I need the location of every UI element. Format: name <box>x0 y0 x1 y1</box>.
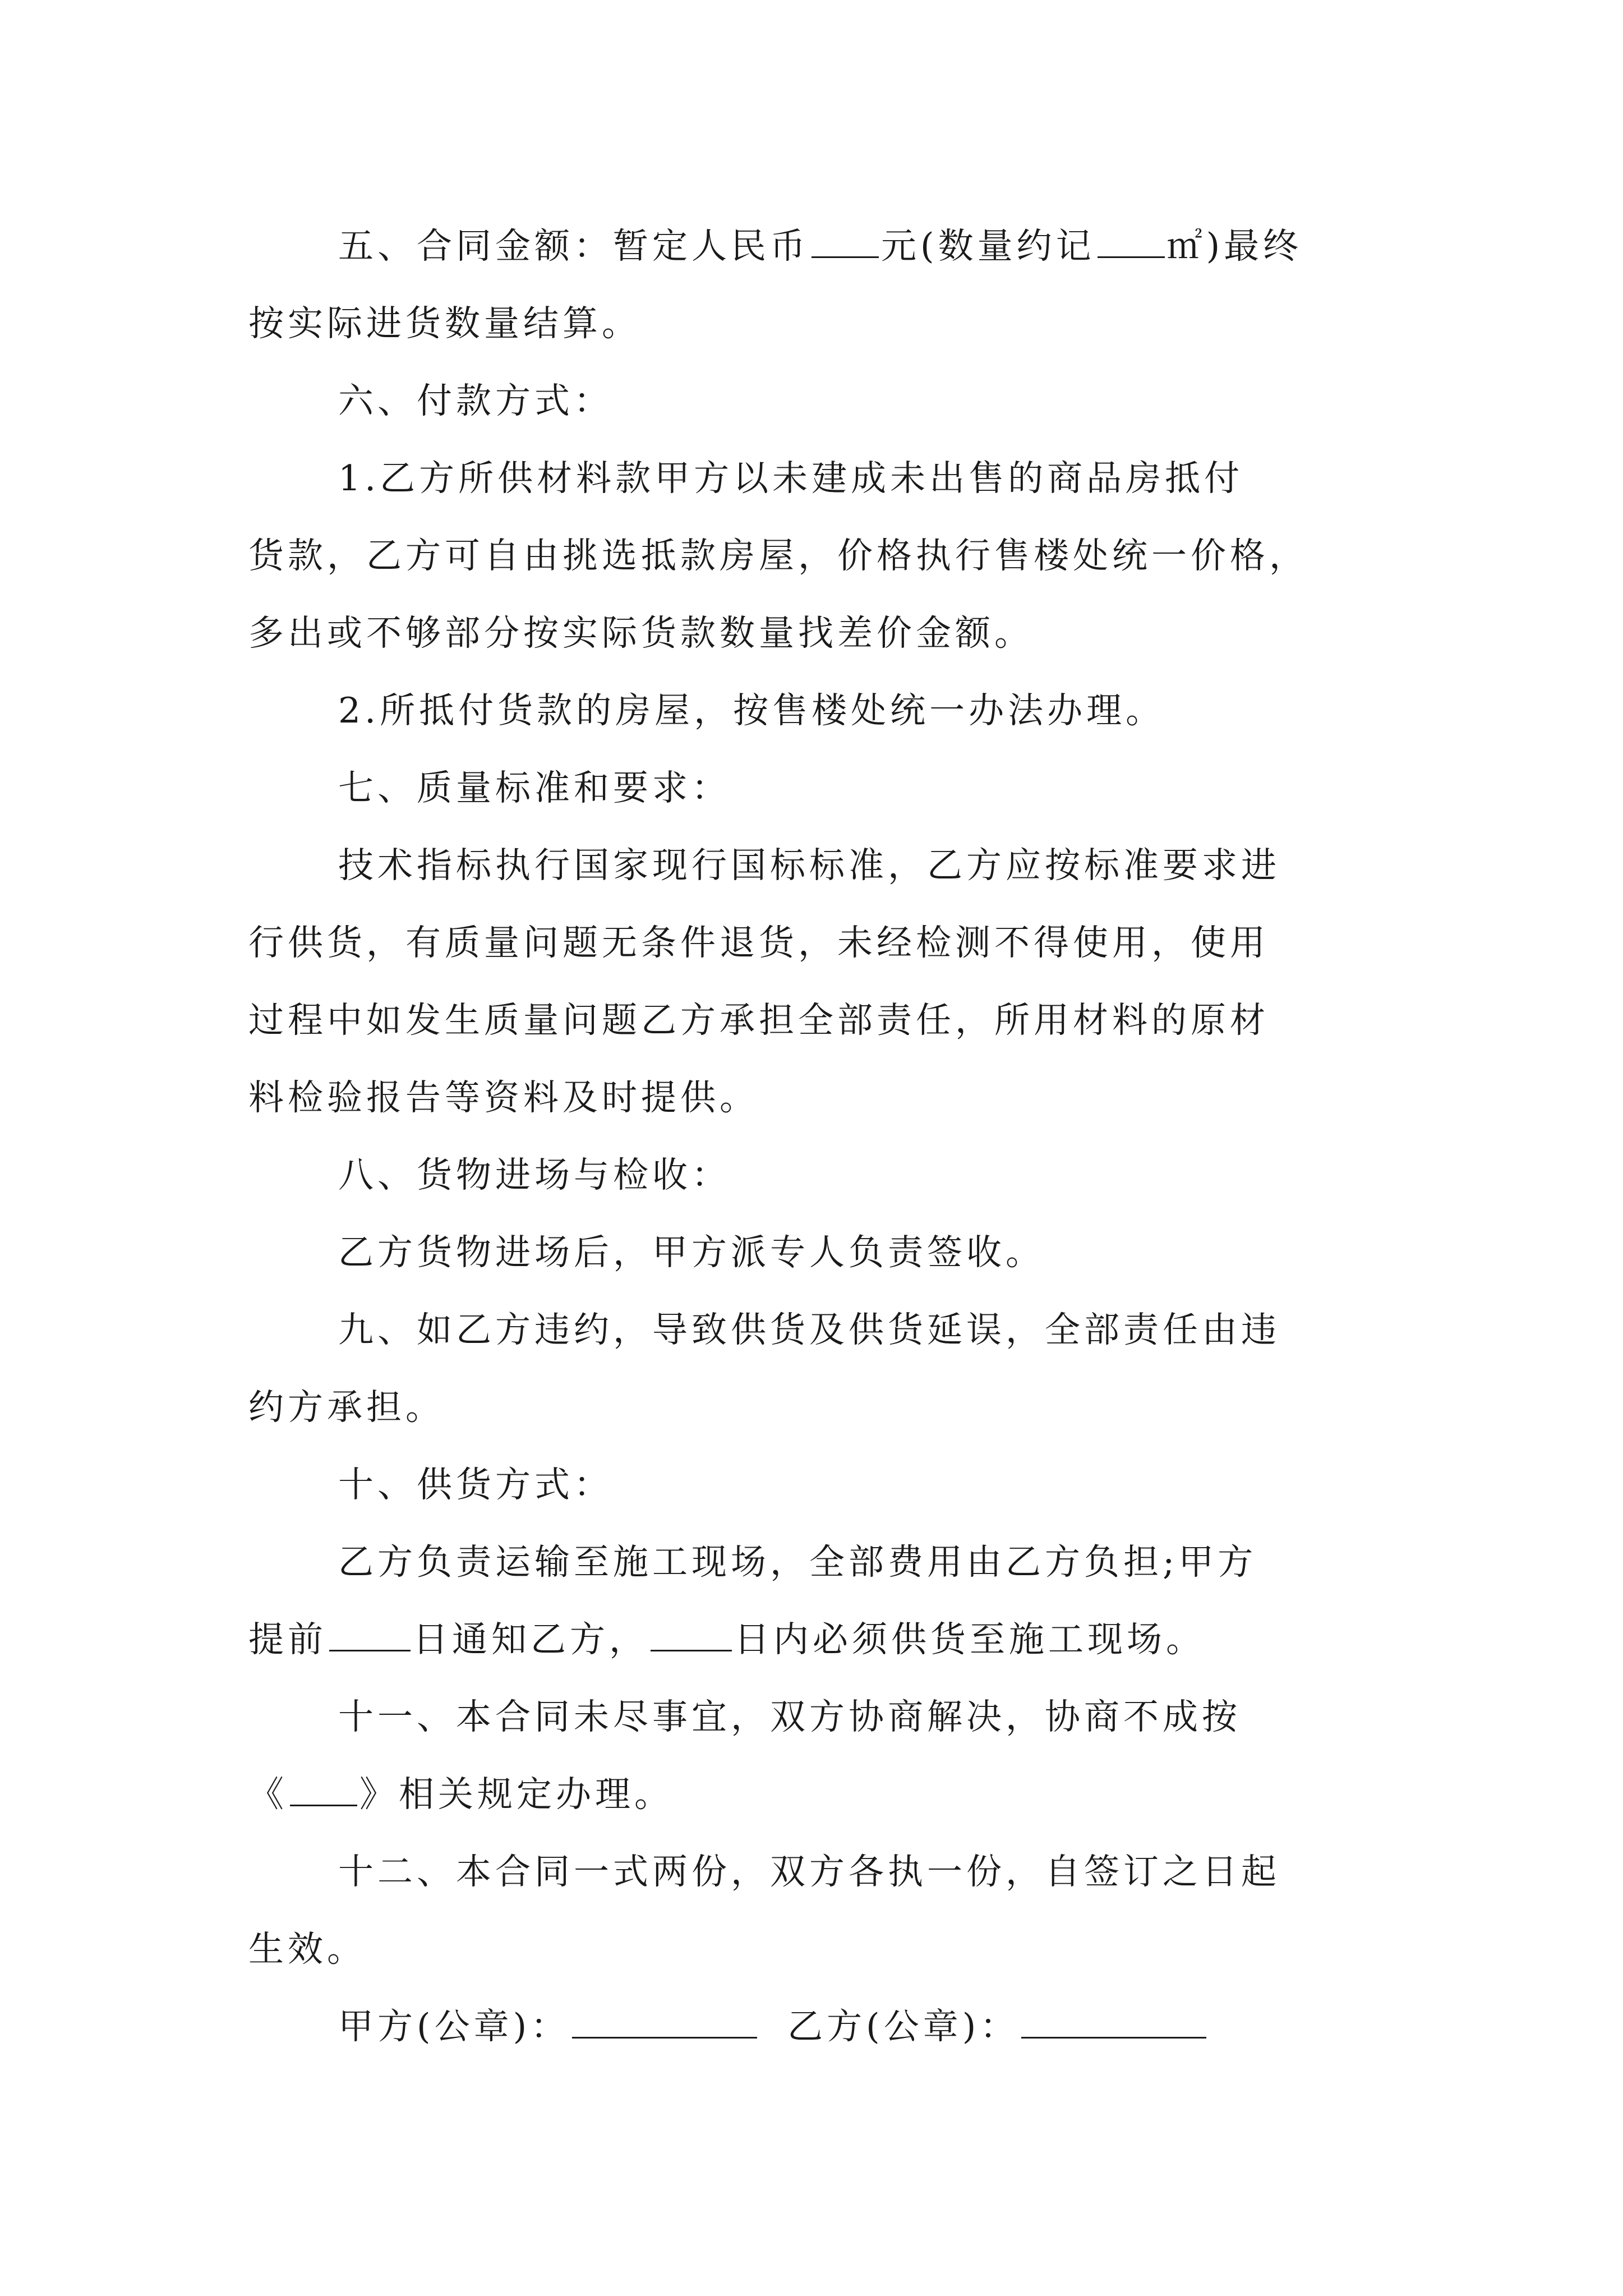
clause-line <box>248 749 1387 827</box>
clause-line <box>248 362 1387 440</box>
clause-payment-heading <box>248 362 1387 440</box>
text-segment: 1.乙方所供材料款甲方以未建成未出售的商品房抵付 <box>338 458 1244 499</box>
text-segment: 日通知乙方， <box>413 1619 648 1660</box>
clause-line <box>248 1137 1387 1214</box>
text-segment: 元(数量约记 <box>881 226 1095 266</box>
quantity-blank <box>1098 223 1165 258</box>
clause-line <box>248 208 1387 285</box>
clause-line <box>248 1833 1387 1911</box>
clause-line <box>248 440 1387 517</box>
text-segment: 十、供货方式： <box>338 1464 613 1505</box>
text-segment: 行供货，有质量问题无条件退货，未经检测不得使用，使用 <box>248 922 1269 963</box>
clause-line <box>248 1911 1387 1988</box>
clause-line <box>248 517 1387 595</box>
text-segment: 过程中如发生质量问题乙方承担全部责任，所用材料的原材 <box>248 1000 1269 1041</box>
clause-line <box>248 1291 1387 1369</box>
text-segment: 技术指标执行国家现行国标标准，乙方应按标准要求进 <box>338 845 1280 886</box>
text-segment: 八、货物进场与检收： <box>338 1154 731 1195</box>
text-segment: ㎡)最终 <box>1166 226 1303 266</box>
clause-inspection-body <box>248 1214 1387 1291</box>
text-segment: 十一、本合同未尽事宜，双方协商解决，协商不成按 <box>338 1696 1241 1737</box>
text-segment: 日内必须供货至施工现场。 <box>734 1619 1205 1660</box>
text-segment: 乙方货物进场后，甲方派专人负责签收。 <box>338 1232 1045 1273</box>
notice-days-blank <box>329 1616 411 1651</box>
text-segment: 按实际进货数量结算。 <box>248 303 641 344</box>
text-segment: 约方承担。 <box>248 1387 445 1428</box>
clause-payment-item-2 <box>248 672 1387 749</box>
text-segment: 生效。 <box>248 1929 366 1970</box>
clause-line <box>248 595 1387 672</box>
clause-line <box>248 672 1387 749</box>
contract-page <box>248 208 1387 2065</box>
delivery-days-blank <box>651 1616 732 1651</box>
text-segment: 多出或不够部分按实际货款数量找差价金额。 <box>248 613 1034 654</box>
text-segment: 提前 <box>248 1619 327 1660</box>
text-segment: 五、合同金额：暂定人民币 <box>338 226 809 266</box>
clause-line <box>248 1524 1387 1601</box>
party-a-label: 甲方(公章)： <box>338 2006 570 2047</box>
party-b-label: 乙方(公章)： <box>787 2006 1020 2047</box>
text-segment: 》相关规定办理。 <box>359 1774 674 1815</box>
clause-inspection-heading <box>248 1137 1387 1214</box>
text-segment: 九、如乙方违约，导致供货及供货延误，全部责任由违 <box>338 1309 1280 1350</box>
clause-quality-body <box>248 827 1387 1137</box>
party-a-seal-blank <box>572 2003 757 2039</box>
clause-line <box>248 1601 1387 1678</box>
clause-delivery-body <box>248 1524 1387 1678</box>
clause-line <box>248 1446 1387 1524</box>
clause-breach <box>248 1291 1387 1446</box>
clause-line <box>248 1059 1387 1137</box>
clause-payment-item-1 <box>248 440 1387 672</box>
clause-contract-amount <box>248 208 1387 362</box>
text-segment: 2.所抵付货款的房屋，按售楼处统一办法办理。 <box>338 690 1165 731</box>
clause-line <box>248 1369 1387 1446</box>
clause-copies <box>248 1833 1387 1988</box>
text-segment: 六、付款方式： <box>338 380 613 421</box>
text-segment: 乙方负责运输至施工现场，全部费用由乙方负担;甲方 <box>338 1542 1257 1582</box>
signature-line <box>248 1988 1387 2065</box>
clause-quality-heading <box>248 749 1387 827</box>
text-segment: 料检验报告等资料及时提供。 <box>248 1077 759 1118</box>
clause-line <box>248 1214 1387 1291</box>
clause-line <box>248 982 1387 1059</box>
amount-blank <box>811 223 879 258</box>
clause-line <box>248 1678 1387 1756</box>
clause-line <box>248 285 1387 362</box>
clause-line <box>248 827 1387 904</box>
signature-row <box>248 1988 1387 2065</box>
text-segment: 七、质量标准和要求： <box>338 767 731 808</box>
text-segment: 十二、本合同一式两份，双方各执一份，自签订之日起 <box>338 1851 1280 1892</box>
text-segment: 货款，乙方可自由挑选抵款房屋，价格执行售楼处统一价格， <box>248 535 1308 576</box>
clause-disputes <box>248 1678 1387 1833</box>
regulation-name-blank <box>290 1771 357 1806</box>
text-segment: 《 <box>248 1774 288 1815</box>
clause-line <box>248 904 1387 982</box>
clause-line <box>248 1756 1387 1833</box>
clause-delivery-heading <box>248 1446 1387 1524</box>
party-b-seal-blank <box>1021 2003 1206 2039</box>
